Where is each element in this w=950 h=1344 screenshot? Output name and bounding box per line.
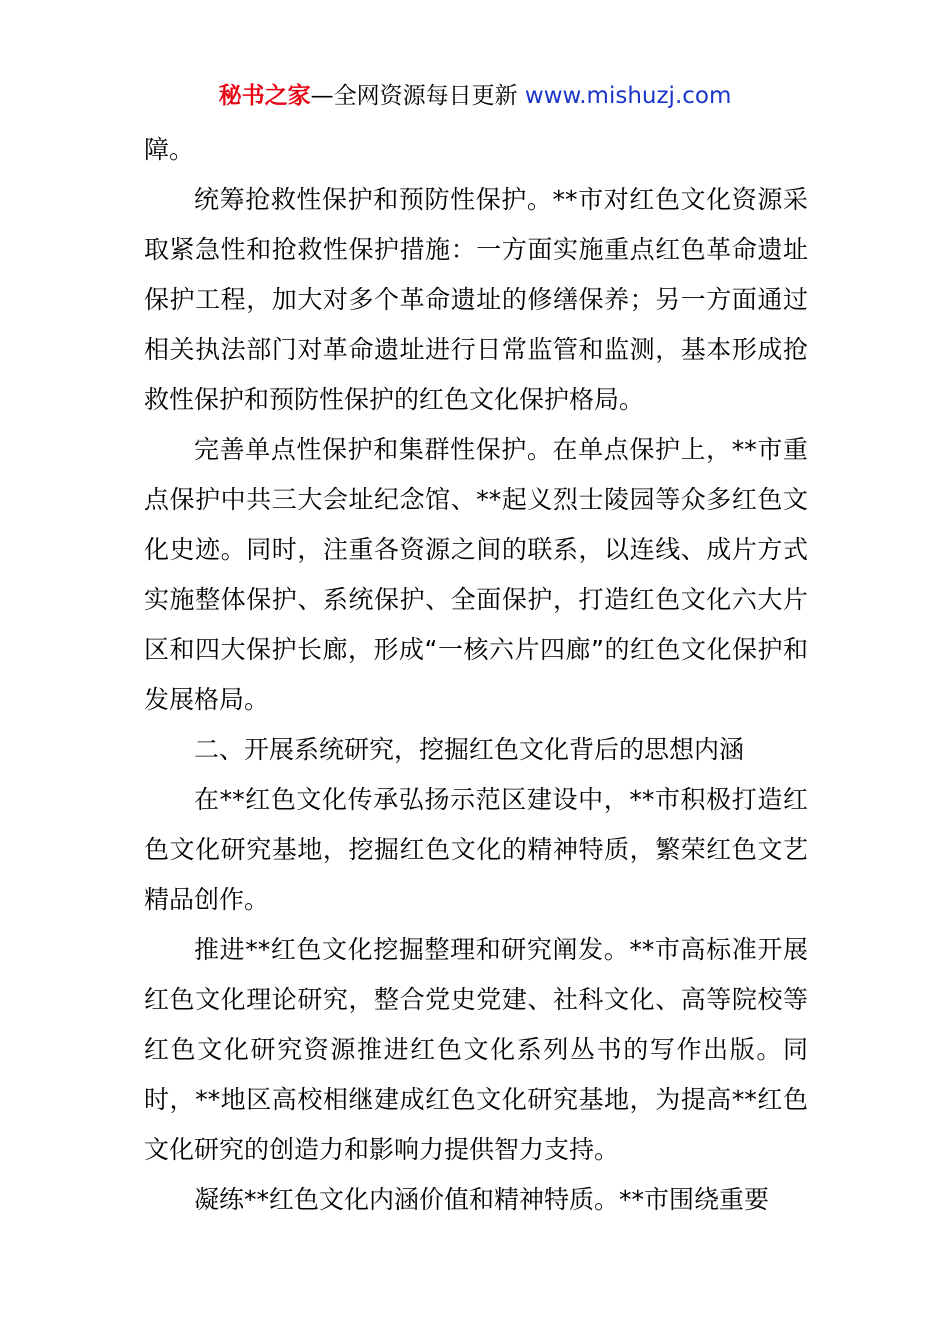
section-heading: 二、开展系统研究，挖掘红色文化背后的思想内涵 [194, 735, 745, 764]
paragraph: 凝练**红色文化内涵价值和精神特质。**市围绕重要 [194, 1185, 770, 1214]
paragraph: 完善单点性保护和集群性保护。在单点保护上，**市重点保护中共三大会址纪念馆、**起义烈士陵园等众多红色文化史迹。同时，注重各资源之间的联系，以连线、成片方式实施整体保护、系统保护、全面保护，打造红色文化六大片区和四大保护长廊，形成“一核六片四廊”的红色文化保护和发展格局。 [144, 435, 808, 714]
paragraph: 统筹抢救性保护和预防性保护。**市对红色文化资源采取紧急性和抢救性保护措施：一方面实施重点红色革命遗址保护工程，加大对多个革命遗址的修缮保养；另一方面通过相关执法部门对革命遗址进行日常监管和监测，基本形成抢救性保护和预防性保护的红色文化保护格局。 [144, 185, 808, 414]
page-header [0, 80, 950, 112]
header-brand: 秘书之家 [218, 83, 311, 109]
document-body [144, 125, 808, 1225]
header-url-link[interactable]: www.mishuzj.com [524, 83, 732, 109]
header-tagline: —全网资源每日更新 [310, 83, 518, 109]
paragraph-continuation: 障。 [144, 135, 195, 164]
paragraph: 在**红色文化传承弘扬示范区建设中，**市积极打造红色文化研究基地，挖掘红色文化的精神特质，繁荣红色文艺精品创作。 [144, 785, 808, 914]
paragraph: 推进**红色文化挖掘整理和研究阐发。**市高标准开展红色文化理论研究，整合党史党建、社科文化、高等院校等红色文化研究资源推进红色文化系列丛书的写作出版。同时，**地区高校相继建成红色文化研究基地，为提高**红色文化研究的创造力和影响力提供智力支持。 [144, 935, 808, 1164]
